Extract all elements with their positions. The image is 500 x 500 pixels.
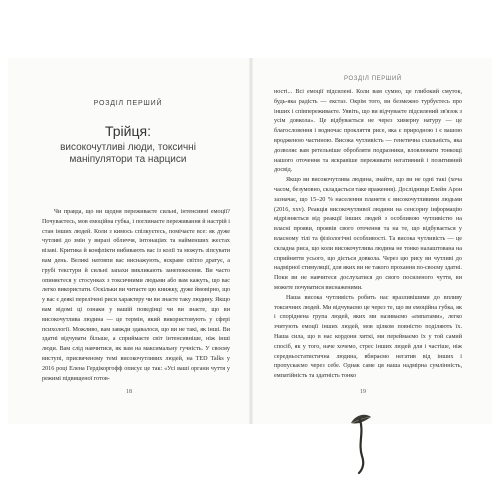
book-gutter (249, 58, 253, 424)
book-spread (8, 58, 492, 424)
body-paragraph: Якщо ви високочутлива людина, знайте, що ви не одні такі (хоча часом, безумовно, складається таке враження). Дослідниця Елейн Арон зазначає, що 15–20 % населення планети є високочутливими людьми (2016, xxv). Реакція високочутливої людини на сенсорну інформацію відрізняється від реакції інших людей з особливою чутливістю на власні прояви, проявів свого оточення та на те, що відбувається у власному тілі та фізіологічні особливості. Та висока чутливість — це складна риса, що коли високочутлива людина не тонко налаштована на сприйняття усього, що діється довкола. Через цю рису ви чутливі до надмірної стимуляції, для яких ви не такого прохання по-своєму здатні. Поки ви не навчитеся дослухатися до свого посиленого чуття, ви можете почуватися виснаженими. (274, 177, 462, 291)
left-page-body: Чи правда, що ви щодня переживаєте сильні, інтенсивні емоції? Почуваєтесь, мов емоційна губка, і поглинаєте переживання й настрій і стан інших людей. Коли з кимось спілкуєтесь, помічаєте все: як дуже чутливі до змін у виразі обличчя, інтонаціях та найменших жестах візаві. Критика й конфлікти вибивають вас із колії та можуть зіпсувати вам день. Великі натовпи вас виснажують, яскраве світло дратує, а грубі текстури й сильні запахи викликають занепокоєння. Ви часто опиняєтеся у стосунках з токсичними людьми або вам кажуть, що вас легко використати. Оскільки ви читаєте цю книжку, дуже ймовірно, що у вас є деякі перелічені риси характеру чи ви знаєте таку людину. Якщо вам відомі ці ознаки у вашій поведінці чи ви знаєте, що ви високочутлива людина — це термін, який використовують у сфері психології. Можливо, вам завжди здавалося, що ви не такі, як інші. Ви здатні відчувати більше, а сприймаєте світ інтенсивніше, ніж інші люди. Вам слід навчитися, як вам на максимальну гучність. У своєму виступі, присвяченому темі високочутливих людей, на TED Talks у 2016 році Елена Гердікоргофф описує це так: «Усі ваші органи чуття у режимі підвищеної готов- (42, 209, 230, 382)
left-page-number: 18 (126, 389, 132, 395)
right-page (254, 58, 492, 424)
chapter-title: Трійця: (105, 123, 151, 139)
left-page (8, 58, 248, 424)
running-head: РОЗДІЛ ПЕРШИЙ (344, 76, 402, 82)
chapter-subtitle: високочутливі люди, токсичні маніпулятори та нарциси (60, 142, 196, 165)
body-paragraph: Наша висока чутливість робить нас вразливішими до впливу токсичних людей. Ми відчуваємо це через те, що ви емоційна губка, як і споріднена група людей, яких ми називаємо «емпатами», легко зчитують емоції інших людей, мов цілком повністю поділяють їх. Наша сила, що в нас кордони хиткі, ми переймаємо їх у той самий спосіб, як у того, наче хочемо, стрес інших людей для і частіше, ніж середньостатистична людина, вбираємо негатив від інших і пропускаємо через себе. Однак саме ця наша надмірна сумлінність, емпатійність та здатність тонко (274, 294, 462, 380)
section-label: РОЗДІЛ ПЕРШИЙ (93, 100, 163, 107)
right-page-body (274, 88, 462, 382)
right-page-number: 19 (360, 389, 366, 395)
body-paragraph: ності... Всі емоції підсилені. Коли вам сумно, це глибокий смуток, будь-яка радість — екстаз. Окрім того, ви безмежно турбуєтесь про інших і співпереживаєте. Уявіть, що ви відчуваєте підсилений зв'язок з усім довкола». Це відбувається не через химерну натуру — це благословення і водночас прокляття рисе, яка є природною і є вашою вродженою частиною. Висока чутливість — генетична схильність, яка дозволяє вам ретельніше обробляти подразники, вловлювати тонкощі нашого оточення та яскравіше переживати негативний і позитивний досвід. (274, 89, 462, 174)
bookmark-ribbon-icon (356, 418, 376, 474)
